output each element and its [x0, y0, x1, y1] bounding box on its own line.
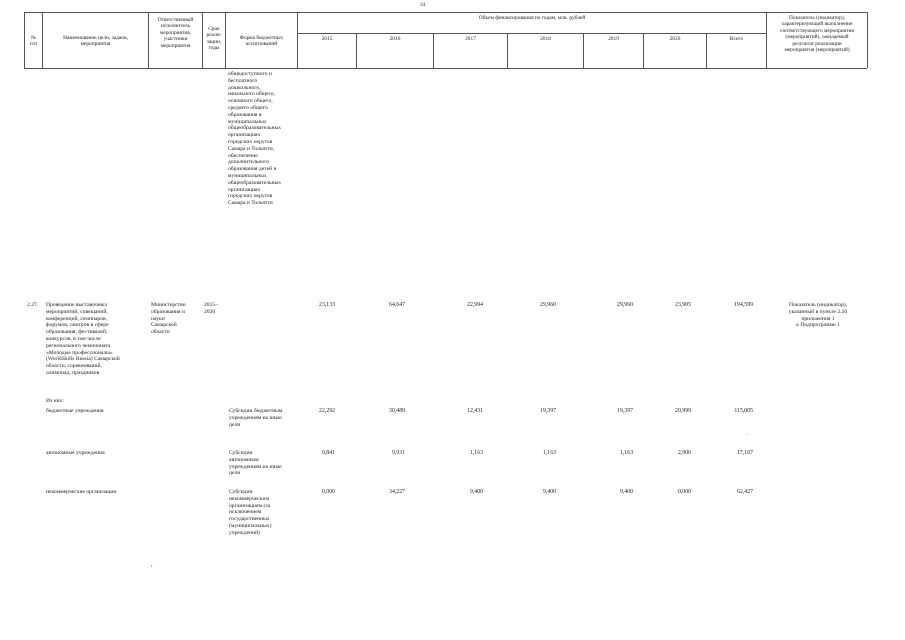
subrow-autonomous-total: 17,167	[737, 450, 753, 456]
subrow-autonomous-2015: 0,841	[321, 450, 335, 456]
header-num: № п/п	[29, 35, 38, 48]
subrow-nonprofit-2015: 0,000	[321, 489, 335, 495]
row-name: Проведение выставочных мероприятий, совещаний, конференций, семинаров, форумов, смотров в сфере образования, фестивалей, конкурсов, в том числе регионального чемпионата «Молодые профессионалы» (WorldSkills Russia) Самарской области, соревнований, олимпиад, праздников	[46, 302, 120, 376]
subrow-budget-2015: 22,292	[319, 408, 335, 414]
subrow-budget-total: 115,005	[734, 408, 753, 414]
row-value-2018: 29,960	[540, 302, 556, 308]
header-year-2020: 2020	[669, 36, 681, 42]
subrow-nonprofit-2019: 9,400	[619, 489, 633, 495]
header-year-2017: 2017	[465, 36, 476, 42]
subrow-autonomous-2019: 1,163	[619, 450, 633, 456]
including-label: Из них:	[46, 398, 64, 404]
row-value-2016: 64,647	[389, 302, 405, 308]
subrow-nonprofit-form: Субсидии некоммерческим организациям (за исключением государственных (муниципальных) учреждений)	[229, 489, 272, 536]
header-responsible: Ответственный исполнитель мероприятия, участники мероприятия	[157, 17, 194, 49]
subrow-budget-2017: 12,431	[467, 408, 483, 414]
header-funding: Объем финансирования по годам, млн. рублей	[478, 15, 586, 21]
row-term: 2015– 2020	[204, 302, 218, 315]
page-number: 34	[420, 3, 425, 8]
row-responsible: Министерство образования и науки Самарской области	[151, 302, 186, 336]
header-year-2015: 2015	[321, 36, 333, 42]
subrow-budget-2018: 19,397	[540, 408, 556, 414]
row-value-2019: 29,960	[617, 302, 633, 308]
subrow-nonprofit-total: 62,427	[737, 489, 753, 495]
subrow-budget-form: Субсидии бюджетным учреждениям на иные цели	[229, 408, 283, 428]
header-form: Форма бюджетных ассигнований	[239, 35, 284, 48]
subrow-nonprofit-2018: 9,400	[542, 489, 556, 495]
subrow-budget-2019: 19,397	[617, 408, 633, 414]
row-value-2020: 23,905	[675, 302, 691, 308]
subrow-nonprofit-2017: 9,400	[469, 489, 483, 495]
subrow-budget-2016: 30,489	[389, 408, 405, 414]
row-value-2017: 22,994	[467, 302, 483, 308]
header-year-total: Всего	[729, 36, 744, 42]
row-indicator: Показатель (индикатор), указанный в пункте 2.20 приложения 1 к Подпрограмме 1	[788, 302, 848, 329]
subrow-nonprofit-name: некоммерческие организации	[46, 489, 117, 495]
subrow-budget-name: бюджетные учреждения	[46, 408, 104, 414]
subrow-autonomous-name: автономные учреждения	[46, 450, 105, 456]
subrow-budget-2020: 20,999	[675, 408, 691, 414]
header-year-2016: 2016	[389, 36, 401, 42]
stray-mark-bottom: ,	[151, 562, 153, 568]
continuation-text: общедоступного и бесплатного дошкольного, начального общего, основного общего, среднего общего образования в муниципальных общеобразовательных организациях городских округов Самара и Тольятти, обеспечение дополнительного образования детей в муниципальных общеобразовательных организациях городских округов Самара и Тольятти	[228, 71, 282, 207]
header-year-2018: 2018	[540, 36, 551, 42]
header-indicator: Показатель (индикатор), характеризующий выполнение соответствующего мероприятия (мероприятий), ожидаемый результат реализации мероприятия (мероприятий)	[780, 15, 854, 54]
subrow-autonomous-2018: 1,163	[542, 450, 556, 456]
header-year-2019: 2019	[608, 36, 619, 42]
stray-mark: ·	[746, 432, 748, 438]
header-name: Наименование цели, задачи, мероприятия	[63, 35, 128, 48]
subrow-autonomous-2017: 1,163	[469, 450, 483, 456]
subrow-autonomous-2016: 9,931	[391, 450, 405, 456]
row-value-total: 194,599	[734, 302, 753, 308]
row-number: 2.27.	[27, 302, 39, 308]
subrow-nonprofit-2016: 34,227	[389, 489, 405, 495]
subrow-autonomous-form: Субсидии автономным учреждениям на иные цели	[229, 450, 282, 477]
header-term: Срок реали- зации, годы	[206, 26, 222, 52]
subrow-nonprofit-2020: 0,000	[677, 489, 691, 495]
subrow-autonomous-2020: 2,906	[677, 450, 691, 456]
row-value-2015: 23,133	[319, 302, 335, 308]
